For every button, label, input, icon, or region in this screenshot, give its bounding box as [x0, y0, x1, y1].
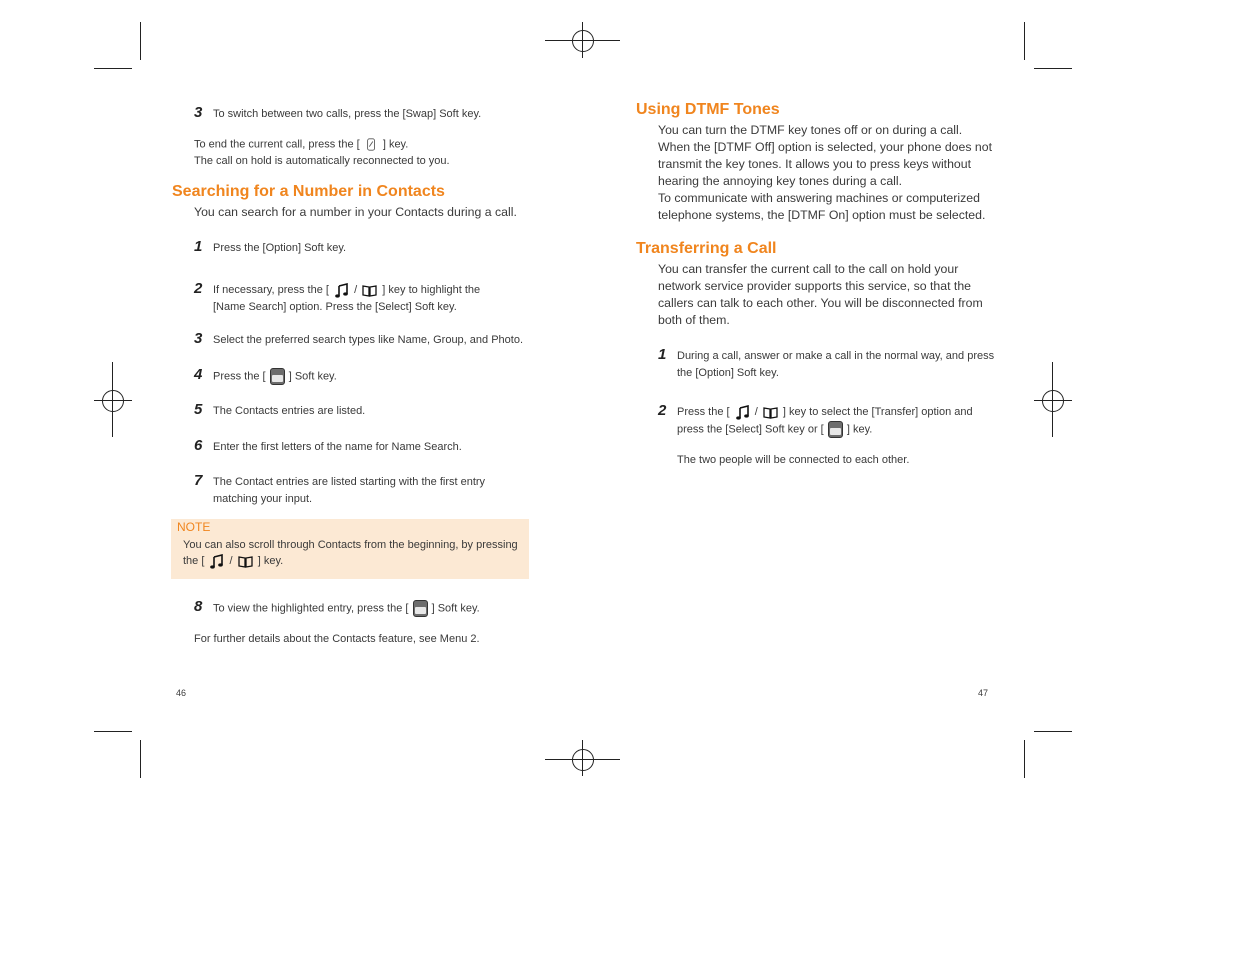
- section-heading: Using DTMF Tones: [636, 101, 780, 118]
- paragraph-line: hearing the annoying key tones during a call.: [658, 174, 903, 188]
- step-line: [677, 404, 973, 421]
- text-fragment: the [: [183, 555, 205, 567]
- text-fragment: To view the highlighted entry, press the [: [213, 602, 409, 615]
- step-number: 4: [194, 366, 203, 383]
- paragraph-line: both of them.: [658, 313, 730, 327]
- step-line: the [Option] Soft key.: [677, 367, 779, 379]
- music-note-icon: [209, 554, 224, 569]
- book-icon: [763, 405, 778, 420]
- end-call-key-icon: [365, 136, 378, 153]
- step-number: 7: [194, 472, 203, 489]
- text-fragment: press the [Select] Soft key or [: [677, 423, 824, 436]
- text-fragment: ] key to select the [Transfer] option and: [782, 406, 973, 418]
- step-text: [677, 348, 994, 382]
- step-line: [677, 421, 973, 438]
- book-icon: [362, 283, 377, 298]
- text-fragment: ] key.: [382, 138, 409, 151]
- step-line: [Name Search] option. Press the [Select] Soft key.: [213, 301, 457, 313]
- paragraph-line: network service provider supports this service, so that the: [658, 279, 972, 293]
- step-line: The Contact entries are listed starting with the first entry: [213, 476, 486, 488]
- result-text: The two people will be connected to each other.: [677, 454, 910, 466]
- text-fragment: /: [754, 406, 758, 418]
- text-fragment: If necessary, press the [: [213, 284, 329, 296]
- step-text: [213, 439, 462, 456]
- step-text: [213, 600, 480, 617]
- ok-key-icon: [270, 368, 285, 385]
- text-fragment: ] Soft key.: [431, 602, 480, 615]
- page-number: 46: [176, 688, 187, 698]
- step-text: [213, 474, 485, 508]
- paragraph-line: When the [DTMF Off] option is selected, your phone does not: [658, 140, 993, 154]
- ok-key-icon: [413, 600, 428, 617]
- step-number: 3: [194, 330, 203, 347]
- page-number: 47: [978, 688, 989, 698]
- note-line: You can also scroll through Contacts from the beginning, by pressing: [183, 539, 518, 551]
- step-line: Press the [Option] Soft key.: [213, 242, 347, 254]
- step-number: 8: [194, 598, 203, 615]
- text-fragment: ] key.: [257, 555, 284, 567]
- text-fragment: /: [229, 555, 233, 567]
- crop-mark: [140, 22, 141, 60]
- step-number: 6: [194, 437, 203, 454]
- step-line: [213, 368, 337, 385]
- crop-mark: [94, 68, 132, 69]
- text-fragment: ] Soft key.: [288, 370, 337, 383]
- text-fragment: Press the [: [677, 406, 730, 418]
- step-number: 1: [194, 238, 203, 255]
- step-line: Enter the first letters of the name for Name Search.: [213, 441, 462, 453]
- book-icon: [238, 554, 253, 569]
- paragraph-line: To communicate with answering machines or computerized: [658, 191, 980, 205]
- crop-mark: [94, 731, 132, 732]
- text-fragment: ] key.: [846, 423, 873, 436]
- crop-mark: [1024, 740, 1025, 778]
- step-text: [213, 106, 481, 123]
- step-text: [213, 282, 480, 316]
- note-box: [171, 519, 529, 579]
- note-text: [183, 537, 518, 569]
- text-fragment: ] key to highlight the: [382, 284, 481, 296]
- step-text: [213, 368, 337, 385]
- crop-mark: [140, 740, 141, 778]
- end-call-text: [194, 136, 408, 153]
- paragraph-line: transmit the key tones. It allows you to press keys without: [658, 157, 972, 171]
- step-line: [213, 282, 480, 299]
- music-note-icon: [334, 283, 349, 298]
- dtmf-paragraph: [658, 122, 992, 224]
- paragraph-line: telephone systems, the [DTMF On] option must be selected.: [658, 208, 986, 222]
- step-line: During a call, answer or make a call in the normal way, and press: [677, 350, 995, 362]
- crop-mark: [1024, 22, 1025, 60]
- step-line: [213, 600, 480, 617]
- step-line: The Contacts entries are listed.: [213, 405, 366, 417]
- step-number: 3: [194, 104, 203, 121]
- step-text: [213, 240, 346, 257]
- step-line: To switch between two calls, press the [Swap] Soft key.: [213, 108, 482, 120]
- step-line: matching your input.: [213, 493, 313, 505]
- step-number: 1: [658, 346, 667, 363]
- ok-key-icon: [828, 421, 843, 438]
- section-intro: You can search for a number in your Contacts during a call.: [194, 205, 517, 219]
- step-text: [677, 404, 973, 438]
- section-heading: Searching for a Number in Contacts: [172, 183, 445, 200]
- step-number: 5: [194, 401, 203, 418]
- note-label: NOTE: [177, 520, 211, 534]
- step-line: Select the preferred search types like Name, Group, and Photo.: [213, 334, 523, 346]
- paragraph-line: callers can talk to each other. You will be disconnected from: [658, 296, 983, 310]
- text-fragment: Press the [: [213, 370, 266, 383]
- text-fragment: /: [354, 284, 358, 296]
- crop-mark: [1034, 731, 1072, 732]
- end-call-note: The call on hold is automatically reconnected to you.: [194, 155, 450, 167]
- paragraph-line: You can transfer the current call to the call on hold your: [658, 262, 959, 276]
- step-number: 2: [194, 280, 203, 297]
- paragraph-line: You can turn the DTMF key tones off or on during a call.: [658, 123, 963, 137]
- step-number: 2: [658, 402, 667, 419]
- footer-note: For further details about the Contacts feature, see Menu 2.: [194, 633, 480, 645]
- step-text: [213, 332, 523, 349]
- crop-mark: [1034, 68, 1072, 69]
- step-text: [213, 403, 365, 420]
- section-heading: Transferring a Call: [636, 240, 777, 257]
- transfer-paragraph: [658, 261, 983, 329]
- music-note-icon: [735, 405, 750, 420]
- text-fragment: To end the current call, press the [: [194, 138, 360, 151]
- note-line: [183, 553, 518, 569]
